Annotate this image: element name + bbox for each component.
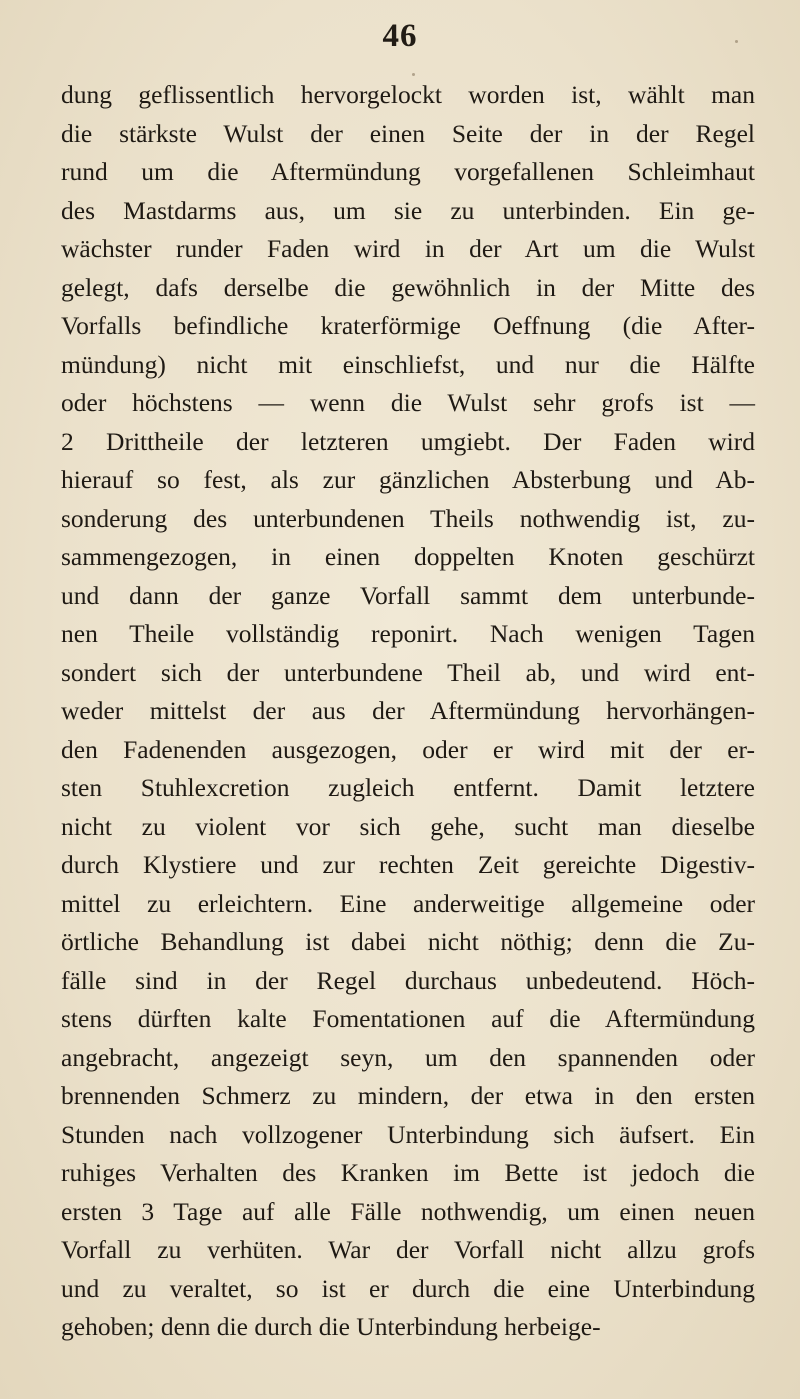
text-line: durch Klystiere und zur rechten Zeit gereichte Digestiv- [61, 850, 755, 879]
text-line: des Mastdarms aus, um sie zu unterbinden. Ein ge- [61, 195, 755, 225]
text-line: Vorfalls befindliche kraterförmige Oeffnung (die After- [61, 311, 755, 340]
text-line: die stärkste Wulst der einen Seite der in der Regel [61, 118, 755, 148]
text-line: sonderung des unterbundenen Theils nothwendig ist, zu- [61, 503, 755, 533]
text-line: brennenden Schmerz zu mindern, der etwa in den ersten [61, 1081, 755, 1110]
text-line: mündung) nicht mit einschliefst, und nur die Hälfte [61, 349, 755, 379]
text-line: und zu veraltet, so ist er durch die eine Unterbindung [61, 1273, 755, 1303]
text-line: gelegt, dafs derselbe die gewöhnlich in der Mitte des [61, 272, 755, 302]
text-line: nen Theile vollständig reponirt. Nach wenigen Tagen [61, 619, 755, 648]
text-line: sten Stuhlexcretion zugleich entfernt. Damit letztere [61, 773, 755, 802]
page-number: 46 [382, 18, 418, 54]
text-line: nicht zu violent vor sich gehe, sucht man dieselbe [61, 811, 755, 841]
text-line: ersten 3 Tage auf alle Fälle nothwendig, um einen neuen [61, 1196, 755, 1226]
text-line: und dann der ganze Vorfall sammt dem unterbunde- [61, 580, 755, 610]
text-line: angebracht, angezeigt seyn, um den spannenden oder [61, 1042, 755, 1072]
text-line: gehoben; denn die durch die Unterbindung herbeige- [61, 1312, 601, 1341]
text-line: oder höchstens — wenn die Wulst sehr grofs ist — [61, 388, 755, 417]
paper-speck [412, 73, 415, 76]
body-text [61, 76, 755, 1347]
text-line: ruhiges Verhalten des Kranken im Bette ist jedoch die [61, 1158, 755, 1187]
text-line: rund um die Aftermündung vorgefallenen Schleimhaut [61, 157, 755, 186]
text-line: weder mittelst der aus der Aftermündung hervorhängen- [61, 696, 755, 725]
paper-speck [735, 40, 738, 43]
text-line: sammengezogen, in einen doppelten Knoten geschürzt [61, 542, 755, 571]
text-line: hierauf so fest, als zur gänzlichen Absterbung und Ab- [61, 465, 755, 494]
text-line: stens dürften kalte Fomentationen auf die Aftermündung [61, 1004, 755, 1033]
text-line: mittel zu erleichtern. Eine anderweitige allgemeine oder [61, 888, 755, 918]
text-line: Stunden nach vollzogener Unterbindung sich äufsert. Ein [61, 1119, 755, 1149]
text-line: sondert sich der unterbundene Theil ab, und wird ent- [61, 657, 755, 687]
text-line: Vorfall zu verhüten. War der Vorfall nicht allzu grofs [61, 1235, 755, 1264]
text-line: wächster runder Faden wird in der Art um die Wulst [61, 234, 755, 263]
text-line: 2 Drittheile der letzteren umgiebt. Der Faden wird [61, 426, 755, 456]
text-line: dung geflissentlich hervorgelockt worden ist, wählt man [61, 80, 755, 109]
text-line: fälle sind in der Regel durchaus unbedeutend. Höch- [61, 965, 755, 995]
text-line: örtliche Behandlung ist dabei nicht nöthig; denn die Zu- [61, 927, 755, 956]
text-line: den Fadenenden ausgezogen, oder er wird mit der er- [61, 734, 755, 764]
